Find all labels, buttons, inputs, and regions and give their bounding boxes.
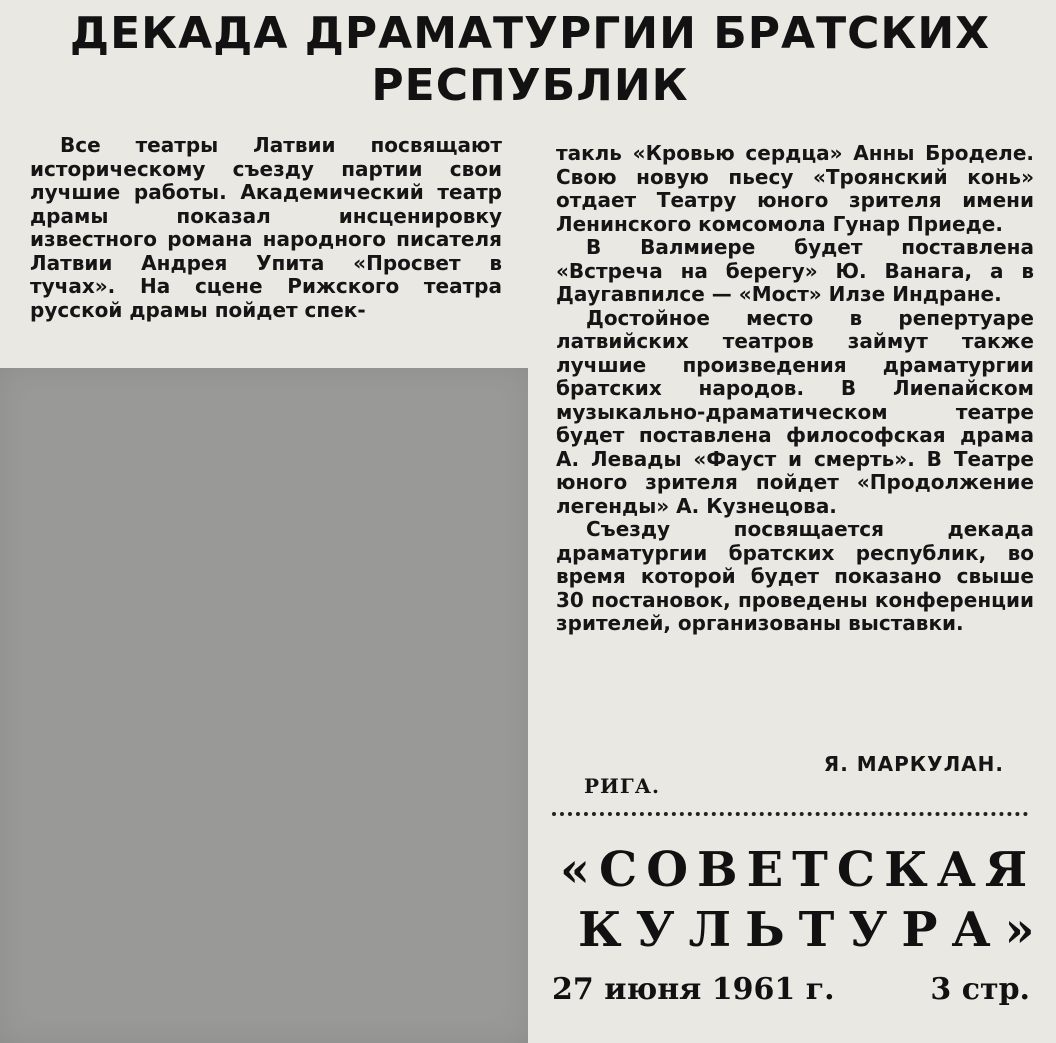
- article-paragraph: Достойное место в репертуаре латвийских театров займут также лучшие произведения драматургии братских народов. В Лиепайском музыкально-драматическом театре будет поставлена философская драма А. Левады «Фауст и смерть». В Театре юного зрителя пойдет «Продолжение легенды» А. Кузнецова.: [556, 305, 1034, 518]
- article-dateline: РИГА.: [584, 774, 660, 798]
- article-right-column: [556, 142, 1034, 636]
- article-author: Я. МАРКУЛАН.: [823, 752, 1004, 776]
- article-paragraph: В Валмиере будет поставлена «Встреча на берегу» Ю. Ванага, а в Даугавпилсе — «Мост» Илзе Индране.: [556, 235, 1034, 306]
- publication-page: 3 стр.: [930, 972, 1030, 1007]
- source-name-line2: КУЛЬТУРА»: [578, 902, 1049, 958]
- publication-date: 27 июня 1961 г.: [552, 972, 835, 1007]
- article-paragraph: Все театры Латвии посвящают историческому съезду партии свои лучшие работы. Академический театр драмы показал инсценировку известного романа народного писателя Латвии Андрея Упита «Просвет в тучах». На сцене Рижского театра русской драмы пойдет спек-: [30, 133, 502, 322]
- dotted-divider: [552, 812, 1028, 816]
- article-paragraph: такль «Кровью сердца» Анны Броделе. Свою новую пьесу «Троянский конь» отдает Театру юного зрителя имени Ленинского комсомола Гунар Приеде.: [556, 141, 1034, 236]
- article-headline: ДЕКАДА ДРАМАТУРГИИ БРАТСКИХ РЕСПУБЛИК: [69, 8, 991, 111]
- article-left-column: [30, 134, 502, 322]
- source-name-line1: «СОВЕТСКАЯ: [560, 842, 1037, 898]
- source-newspaper-name: [560, 840, 1049, 960]
- article-paragraph: Съезду посвящается декада драматургии братских республик, во время которой будет показано свыше 30 постановок, проведены конференции зрителей, организованы выставки.: [556, 517, 1034, 635]
- cut-out-gray-area: [0, 368, 528, 1043]
